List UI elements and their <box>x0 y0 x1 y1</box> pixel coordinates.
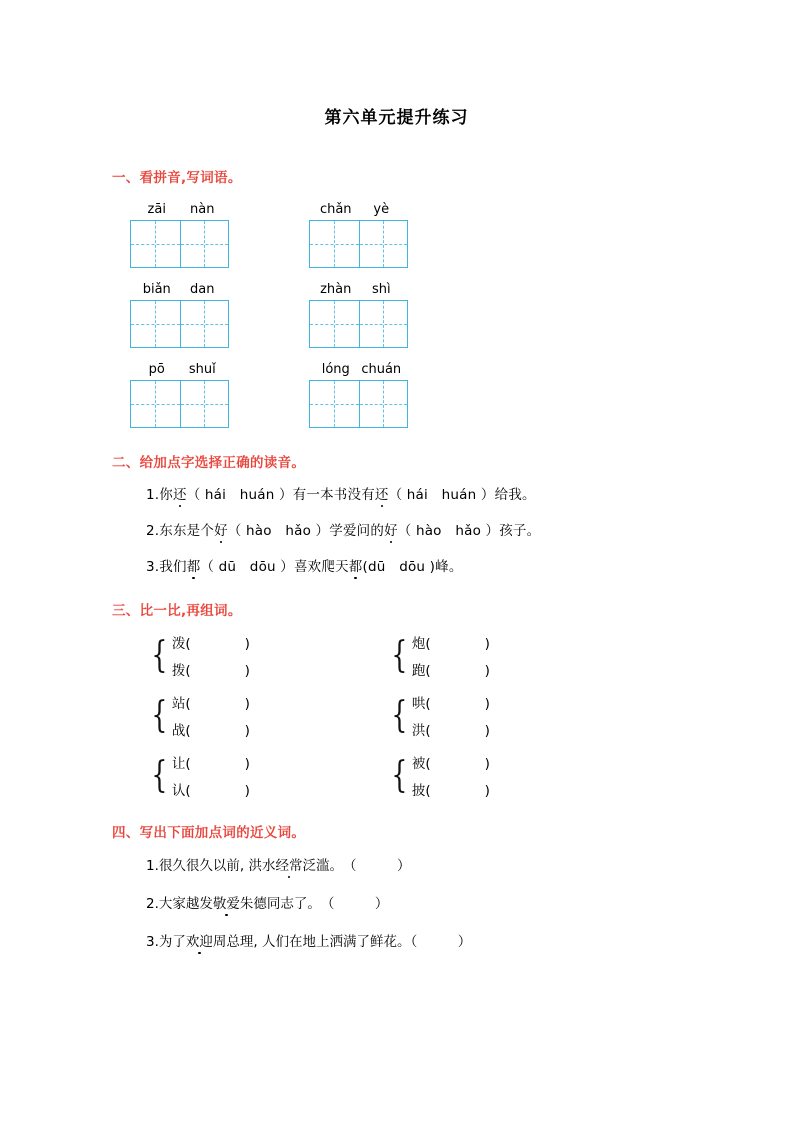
character-label: 认( <box>171 783 191 799</box>
pinyin-syllable: shì <box>371 282 391 297</box>
question-number: 1. <box>146 858 159 874</box>
sentence-text: 为了 <box>158 934 186 950</box>
tianzige-cell[interactable] <box>180 301 229 347</box>
character-pair-group <box>388 692 528 739</box>
character-label: 披( <box>411 783 431 799</box>
pinyin-grid-item <box>130 202 229 268</box>
synonym-question-list <box>0 854 793 950</box>
character-pair-group <box>388 632 528 679</box>
pronunciation-question <box>146 519 793 539</box>
pinyin-grid-area <box>130 202 793 428</box>
sentence-text: 我们 <box>159 559 187 575</box>
character-pair-group <box>148 632 288 679</box>
answer-paren-close: ) <box>430 636 490 652</box>
pinyin-grid-item <box>309 282 408 348</box>
pinyin-syllable: pō <box>148 362 165 377</box>
character-label: 让( <box>171 756 191 772</box>
pronunciation-question-list <box>0 483 793 575</box>
pinyin-label <box>309 282 408 297</box>
synonym-question <box>146 854 793 874</box>
tianzige-cell[interactable] <box>131 221 180 267</box>
character-answer-blank[interactable] <box>412 632 490 652</box>
pinyin-syllable: chuán <box>361 362 402 377</box>
tianzige-cell[interactable] <box>180 221 229 267</box>
sentence-text: 东东是个 <box>159 523 215 539</box>
answer-paren-close: ) <box>190 636 250 652</box>
tianzige-cell[interactable] <box>310 381 359 427</box>
character-label: 泼( <box>171 636 191 652</box>
synonym-question <box>146 892 793 912</box>
character-answer-blank[interactable] <box>412 719 490 739</box>
tianzige-cell[interactable] <box>359 381 408 427</box>
character-answer-blank[interactable] <box>172 719 250 739</box>
dotted-character: 经常 <box>275 858 303 874</box>
pinyin-syllable: lóng <box>321 362 350 377</box>
sentence-text: （ hào hǎo ）孩子。 <box>397 523 541 539</box>
question-number: 2. <box>146 896 159 912</box>
section-heading-1: 一、看拼音,写词语。 <box>112 170 242 186</box>
character-pairs-area <box>148 632 793 799</box>
pinyin-grid-item <box>309 202 408 268</box>
sentence-text: 大家越发 <box>158 896 213 912</box>
pinyin-label <box>130 282 229 297</box>
sentence-text: （ hào hǎo ）学爱问的 <box>227 523 385 539</box>
section-heading-2: 二、给加点字选择正确的读音。 <box>112 455 306 471</box>
sentence-text: （ hái huán ）给我。 <box>388 487 536 503</box>
tianzige-cell[interactable] <box>359 221 408 267</box>
page-title: 第六单元提升练习 <box>324 108 469 128</box>
section-heading-3: 三、比一比,再组词。 <box>112 603 242 619</box>
curly-brace-icon: { <box>151 754 168 796</box>
answer-paren-close: ) <box>430 783 490 799</box>
pinyin-syllable: chǎn <box>319 202 352 217</box>
pinyin-grid-row <box>130 362 793 428</box>
character-label: 跑( <box>411 663 431 679</box>
tianzige-cell[interactable] <box>359 301 408 347</box>
tianzige-cell[interactable] <box>310 301 359 347</box>
character-label: 炮( <box>411 636 431 652</box>
tianzige-box[interactable] <box>309 300 408 348</box>
character-pair-group <box>148 692 288 739</box>
sentence-text: （ hái huán ）有一本书没有 <box>186 487 375 503</box>
pinyin-grid-item <box>130 282 229 348</box>
sentence-text: （ dū dōu ）喜欢爬天 <box>200 559 349 575</box>
character-pair-row <box>148 632 793 679</box>
dotted-character: 好 <box>214 523 228 539</box>
sentence-text: 你 <box>159 487 173 503</box>
character-label: 哄( <box>411 696 431 712</box>
dotted-character: 都 <box>186 559 201 575</box>
pinyin-label <box>130 362 229 377</box>
answer-paren-close: ) <box>190 756 250 772</box>
pinyin-label <box>309 362 408 377</box>
tianzige-box[interactable] <box>309 380 408 428</box>
question-number: 1. <box>146 487 160 503</box>
answer-paren-close: ) <box>430 696 490 712</box>
answer-paren-close: ) <box>190 696 250 712</box>
tianzige-box[interactable] <box>130 300 229 348</box>
answer-paren-close: ) <box>190 663 250 679</box>
character-label: 战( <box>171 723 191 739</box>
pinyin-syllable: biǎn <box>142 282 171 297</box>
character-label: 拨( <box>171 663 191 679</box>
curly-brace-icon: { <box>151 634 168 676</box>
pinyin-grid-item <box>309 362 408 428</box>
pinyin-grid-row <box>130 282 793 348</box>
tianzige-cell[interactable] <box>310 221 359 267</box>
character-pair-group <box>148 752 288 799</box>
character-pair-group <box>388 752 528 799</box>
curly-brace-icon: { <box>151 694 168 736</box>
character-answer-blank[interactable] <box>412 692 490 712</box>
question-number: 2. <box>146 523 160 539</box>
sentence-text: 泛滥。 （ ） <box>302 858 411 874</box>
pinyin-syllable: dan <box>190 282 215 297</box>
character-label: 被( <box>411 756 431 772</box>
pronunciation-question <box>146 555 793 575</box>
dotted-character: 好 <box>384 523 398 539</box>
pinyin-syllable: zāi <box>147 202 166 217</box>
sentence-text: (dū dōu )峰。 <box>362 559 463 575</box>
dotted-character: 还 <box>172 487 187 503</box>
pinyin-grid-item <box>130 362 229 428</box>
curly-brace-icon: { <box>391 694 408 736</box>
tianzige-box[interactable] <box>130 220 229 268</box>
character-answer-blank[interactable] <box>172 659 250 679</box>
answer-paren-close: ) <box>430 756 490 772</box>
tianzige-box[interactable] <box>130 380 229 428</box>
character-pair-row <box>148 692 793 739</box>
sentence-text: 周总理, 人们在地上洒满了鲜花。（ ） <box>212 934 472 950</box>
tianzige-cell[interactable] <box>131 381 180 427</box>
answer-paren-close: ) <box>190 783 250 799</box>
answer-paren-close: ) <box>430 723 490 739</box>
curly-brace-icon: { <box>391 634 408 676</box>
curly-brace-icon: { <box>391 754 408 796</box>
question-number: 3. <box>146 559 160 575</box>
pinyin-label <box>309 202 408 217</box>
sentence-text: 朱德同志了。 （ ） <box>239 896 389 912</box>
pinyin-syllable: shuǐ <box>188 362 216 377</box>
pronunciation-question <box>146 483 793 503</box>
pinyin-syllable: zhàn <box>320 282 352 297</box>
pinyin-grid-row <box>130 202 793 268</box>
dotted-character: 都 <box>348 559 363 575</box>
dotted-character: 还 <box>374 487 389 503</box>
dotted-character: 敬爱 <box>212 896 240 912</box>
character-pair-row <box>148 752 793 799</box>
answer-paren-close: ) <box>430 663 490 679</box>
pinyin-label <box>130 202 229 217</box>
character-label: 洪( <box>411 723 431 739</box>
pinyin-syllable: yè <box>373 202 390 217</box>
answer-paren-close: ) <box>190 723 250 739</box>
section-heading-4: 四、写出下面加点词的近义词。 <box>112 825 306 841</box>
character-answer-blank[interactable] <box>172 632 250 652</box>
character-answer-blank[interactable] <box>172 779 250 799</box>
character-answer-blank[interactable] <box>412 779 490 799</box>
character-answer-blank[interactable] <box>172 692 250 712</box>
character-answer-blank[interactable] <box>412 659 490 679</box>
dotted-character: 欢迎 <box>185 934 213 950</box>
synonym-question <box>146 930 793 950</box>
character-answer-blank[interactable] <box>172 752 250 772</box>
tianzige-cell[interactable] <box>131 301 180 347</box>
tianzige-cell[interactable] <box>180 381 229 427</box>
sentence-text: 很久很久以前, 洪水 <box>158 858 276 874</box>
character-label: 站( <box>171 696 191 712</box>
question-number: 3. <box>146 934 159 950</box>
character-answer-blank[interactable] <box>412 752 490 772</box>
pinyin-syllable: nàn <box>190 202 215 217</box>
tianzige-box[interactable] <box>309 220 408 268</box>
